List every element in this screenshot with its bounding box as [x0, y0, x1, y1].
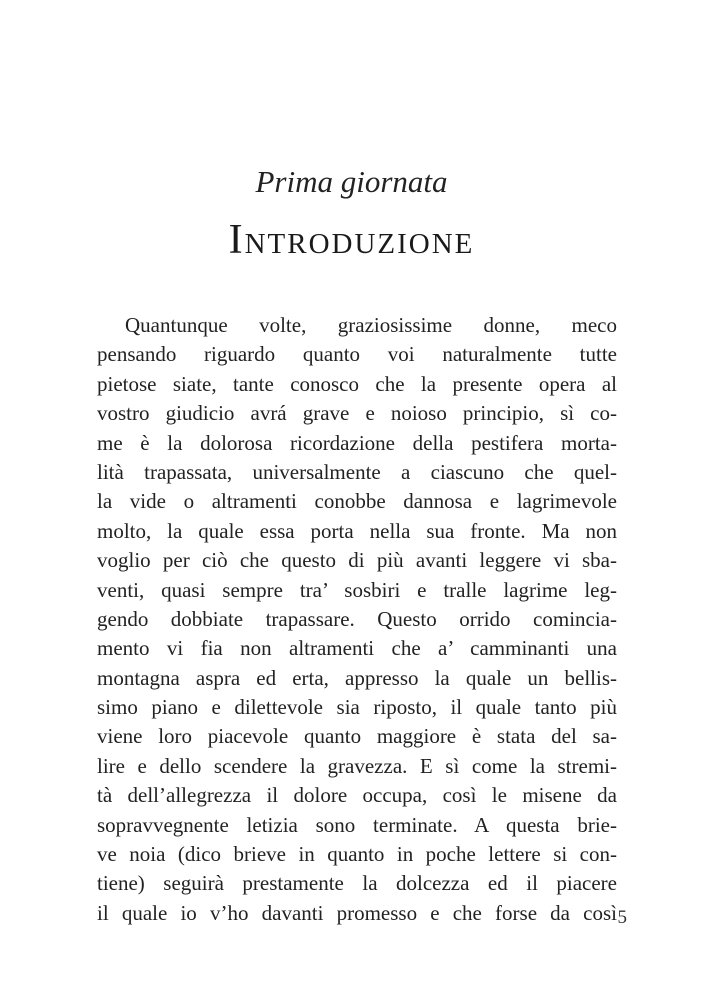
text-line: gendo dobbiate trapassare. Questo orrido comincia- — [97, 606, 617, 631]
text-line: tà dell’allegrezza il dolore occupa, così le misene da — [97, 783, 617, 808]
text-line: sopravvegnente letizia sono terminate. A questa brie- — [97, 812, 617, 837]
text-line: simo piano e dilettevole sia riposto, il quale tanto più — [97, 695, 617, 720]
text-line: lire e dello scendere la gravezza. E sì come la stremi- — [97, 753, 617, 778]
text-line: vostro giudicio avrá grave e noioso principio, sì co- — [97, 401, 617, 426]
text-line: pensando riguardo quanto voi naturalmente tutte — [97, 342, 617, 367]
text-line: mento vi fia non altramenti che a’ camminanti una — [97, 636, 617, 661]
page-number: 5 — [617, 907, 627, 928]
text-line: molto, la quale essa porta nella sua fronte. Ma non — [97, 518, 617, 543]
text-line: montagna aspra ed erta, appresso la quale un bellis- — [97, 665, 617, 690]
body-paragraph — [97, 311, 617, 928]
day-title: Prima giornata — [255, 164, 448, 199]
text-line: pietose siate, tante conosco che la presente opera al — [97, 371, 617, 396]
text-line: lità trapassata, universalmente a ciascuno che quel- — [97, 459, 617, 484]
text-line: Quantunque volte, graziosissime donne, meco — [125, 313, 617, 337]
text-line: venti, quasi sempre tra’ sosbiri e tralle lagrime leg- — [97, 577, 617, 602]
text-line: il quale io v’ho davanti promesso e che forse da così — [97, 900, 617, 925]
text-line: la vide o altramenti conobbe dannosa e lagrimevole — [97, 489, 617, 514]
text-line: ve noia (dico brieve in quanto in poche lettere si con- — [97, 842, 617, 867]
text-line: me è la dolorosa ricordazione della pestifera morta- — [97, 430, 617, 455]
text-line: viene loro piacevole quanto maggiore è stata del sa- — [97, 724, 617, 749]
text-line: voglio per ciò che questo di più avanti leggere vi sba- — [97, 548, 617, 573]
chapter-title: Introduzione — [228, 217, 475, 263]
text-line: tiene) seguirà prestamente la dolcezza ed il piacere — [97, 871, 617, 896]
